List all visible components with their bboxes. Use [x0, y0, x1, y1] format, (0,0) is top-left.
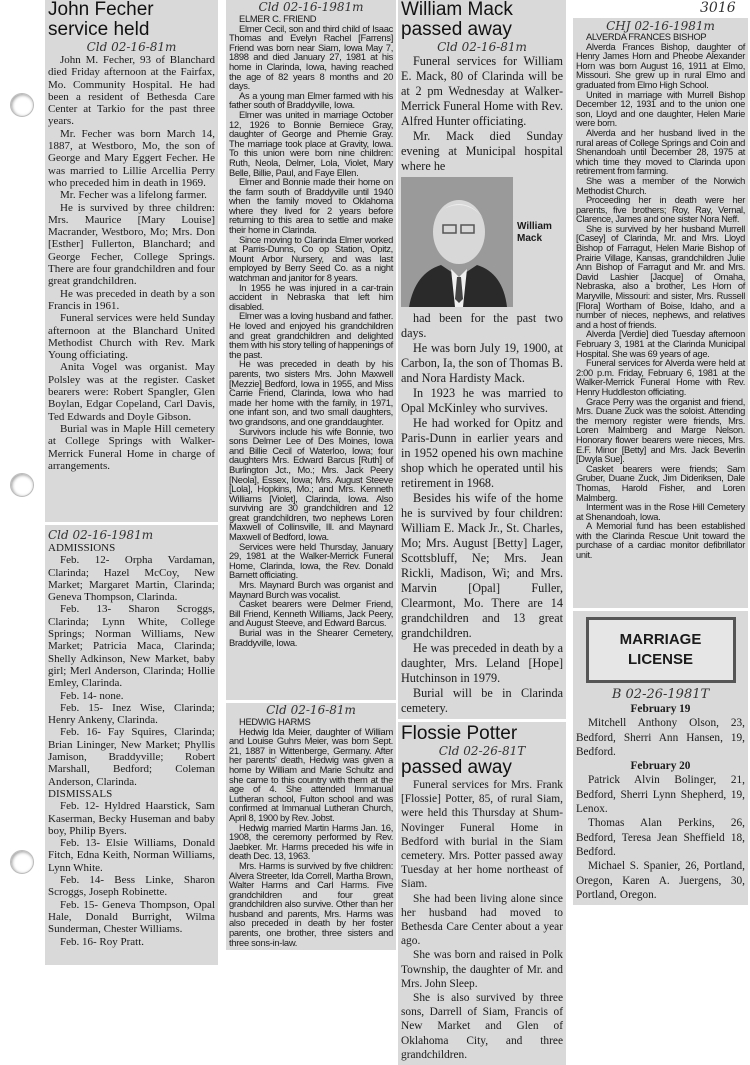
paragraph: She was born and raised in Polk Township, the daughter of Mr. and Mrs. John Sleep.: [401, 949, 563, 990]
handwritten-date: Cld 02-26-81T: [438, 744, 526, 758]
paragraph: Mr. Fecher was born March 14, 1887, at Westboro, Mo, the son of George and Mary Eggert Fecher. He was married to Lillie Arcellia Perry who preceded him in death in 1969.: [48, 127, 215, 189]
paragraph: Elmer was a loving husband and father. He loved and enjoyed his grandchildren and great grandchildren and delighted them with his story telling of happenings of the past.: [229, 310, 393, 360]
paragraph: Casket bearers were Delmer Friend, Bill Friend, Kenneth Williams, Jack Peery, and August Steeve, and Edward Barcus.: [229, 598, 393, 629]
handwritten-date: Cld 02-16-81m: [437, 40, 527, 54]
paragraph: Alverda [Verdie] died Tuesday afternoon February 3, 1981 at the Clarinda Municipal Hospital. She was 69 years of age.: [576, 329, 745, 359]
paragraph: He had worked for Opitz and Paris-Dunn in earlier years and in 1952 opened his own machine shop which he operated until his retirement in 1968.: [401, 416, 563, 490]
headline: passed away: [401, 757, 512, 778]
handwritten-date: Cld 02-16-1981m: [258, 0, 364, 14]
paragraph: She was a member of the Norwich Methodist Church.: [576, 175, 745, 196]
marriage-license-banner: [586, 617, 736, 683]
paragraph: Grace Perry was the organist and friend, Mrs. Duane Zuck was the soloist. Attending the memory register were friends, Mrs. Loren Malmberg and Marge Nelson. Honorary flower bearers were nieces, Mrs. E.F. Minor [Betty] and Mrs. Jack Beverlin [Dwyla Sue].: [576, 396, 745, 465]
paragraph: Hedwig Ida Meier, daughter of William and Louise Guhrs Meier, was born Sept. 21, 1887 in Wittenberge, Germany. After her parents' death, Hedwig was given a home by William and Marie Schultz and she came to this country with them at the age of 4. She attended Immanual Lutheran school, Fulton school and was confirmed at Immanual Lutheran Church, April 8, 1900 by Rev. Jobst.: [229, 725, 393, 823]
paragraph: Burial was in Maple Hill cemetery at College Springs with Walker-Merrick Funeral Home in charge of arrangements.: [48, 422, 215, 472]
paragraph: Hedwig married Martin Harms Jan. 16, 1908, the ceremony performed by Rev. Jaebker. Mr. Harms preceded his wife in death Dec. 13, 1963.: [229, 821, 393, 862]
clipping-marriage-license: [573, 611, 748, 905]
article-body: [401, 54, 563, 174]
handwritten-date: Cld 02-16-81m: [86, 40, 177, 54]
paragraph: John M. Fecher, 93 of Blanchard died Friday afternoon at the Fairfax, Mo. Community Hospital. He had been a resident of Bethesda Care Center at Tarkio for the past three years.: [48, 54, 215, 128]
dismissal-entry: Feb. 15- Geneva Thompson, Opal Hale, Donald Burright, Wilma Sunderman, Chester Williams.: [48, 898, 215, 936]
headline: service held: [48, 19, 150, 40]
clipping-alverda-bishop: [573, 18, 748, 608]
paragraph: Mrs. Maynard Burch was organist and Maynard Burch was vocalist.: [229, 579, 393, 600]
paragraph: Burial was in the Shearer Cemetery, Braddyville, Iowa.: [229, 627, 393, 648]
license-date: February 20: [630, 760, 691, 773]
paragraph: Since moving to Clarinda Elmer worked at Parris-Dunns, Co op Station, Opitz, Mount Arbor Nursery, and was last employed by Berry Seed Co. as a night watchman and janitor for 8 years.: [229, 233, 393, 284]
paragraph: Proceeding her in death were her parents, five brothers; Roy, Ray, Vernal, Clarence, James and one sister Nora Neff.: [576, 195, 745, 225]
headline: William Mack: [401, 0, 513, 20]
paragraph: She is survived by her husband Murrell [Casey] of Clarinda, Mr. and Mrs. Lloyd Bishop of Farragut, Helen Marie Bishop of Prairie Village, Kansas, grandchildren Julie Ann Bishop of Farragut and Mr. and Mrs. David Lashier [Jacque] of Omaha, Nebraska, also a brother, Les Horn of Maryville, Missouri: and sister, Mrs. Russell [Flora] Wortham of Boise, Idaho, and a number of nieces, nephews, and relatives and a host of friends.: [576, 223, 745, 330]
clipping-elmer-friend: [226, 0, 396, 700]
handwritten-date: CHJ 02-16-1981m: [606, 19, 715, 33]
clipping-john-fecher: [45, 0, 218, 522]
banner-line: LICENSE: [627, 651, 693, 668]
license-entry: Patrick Alvin Bolinger, 21, Bedford, Sherri Lynn Shepherd, 19, Lenox.: [576, 774, 745, 816]
paragraph: He was preceded in death by his parents, two sisters Mrs. John Maxwell [Mezzie] Bedford, Iowa in 1955, and Miss Carrie Friend, Clarinda, Iowa who had made her home with the family, in 1971, one infant son, and two small daughters, two grandsons, and one granddaughter.: [229, 358, 393, 427]
clipping-william-mack: [398, 0, 566, 719]
handwritten-date: Cld 02-16-1981m: [48, 528, 154, 542]
paragraph: He was preceded in death by a son Francis in 1961.: [48, 287, 215, 312]
section-heading: ADMISSIONS: [48, 542, 116, 554]
paragraph: Interment was in the Rose Hill Cemetery at Shenandoah, Iowa.: [576, 502, 745, 522]
paragraph: Casket bearers were friends; Sam Gruber, Duane Zuck, Jim Dideriksen, Dale Thomas, Harold Fisher, and Loren Malmberg.: [576, 463, 745, 503]
paragraph: Alverda Frances Bishop, daughter of Henry James Horn and Pheobe Alexander Horn was born August 16, 1911 at Elmo, Missouri. She grew up in rural Elmo and graduated from Elmo High School.: [576, 41, 745, 90]
admission-entry: Feb. 15- Inez Wise, Clarinda; Henry Ankeny, Clarinda.: [48, 701, 215, 727]
paragraph: In 1923 he was married to Opal McKinley who survives.: [401, 386, 563, 415]
paragraph: Funeral services for Mrs. Frank [Flossie] Potter, 85, of rural Siam, were held this Thursday at Shum-Novinger Funeral Home in Bedford with burial in the Siam cemetery. Mrs. Potter passed away Tuesday at her home northeast of Siam.: [401, 779, 563, 891]
article-body: [576, 43, 745, 561]
article-body: [48, 54, 215, 472]
paragraph: As a young man Elmer farmed with his father south of Braddyville, Iowa.: [229, 89, 393, 111]
handwritten-date: B 02-26-1981T: [611, 687, 710, 702]
dismissal-entry: Feb. 13- Elsie Williams, Donald Fitch, Edna Keith, Norman Williams, Lynn White.: [48, 837, 215, 874]
paragraph: Survivors include his wife Bonnie, two sons Delmer Lee of Des Moines, Iowa and Billie Cecil of Waterloo, Iowa; four daughters Mrs. Edward Barcus [Ruth] of Burlington Jct., Mo.; Mrs. Jack Peery [Neola], Essex, Iowa; Mrs. August Steeve [Lola], Hopkins, Mo.; and Mrs. Kenneth Williams [Violet], Clarinda, Iowa. Also surviving are 30 grandchildren and 12 great grandchildren, two nephews Loren Maxwell of Collinsville, Ill. and Maynard Maxwell of Bedford, Iowa.: [229, 425, 393, 543]
paragraph: He was born July 19, 1900, at Carbon, Ia, the son of Thomas B. and Nora Hardisty Mack.: [401, 341, 563, 385]
binder-hole: [10, 93, 34, 117]
headline: Flossie Potter: [401, 723, 518, 744]
clipping-flossie-potter: [398, 722, 566, 1065]
license-entry: Michael S. Spanier, 26, Portland, Oregon, Karen A. Juergens, 30, Portland, Oregon.: [576, 860, 745, 901]
paragraph: Mrs. Harms is survived by five children: Alvera Streeter, Ida Correll, Martha Brown, Walter Harms and Carl Harms. Five grandchildren and four great grandchildren also survive. Other than her husband and parents, Mrs. Harms was also preceded in death by her foster parents, one brother, three sisters and three sons-in-law.: [229, 859, 393, 948]
column-2: [226, 0, 396, 950]
obituary-title: ELMER C. FRIEND: [239, 13, 317, 24]
section-heading: DISMISSALS: [48, 787, 113, 800]
paragraph: Funeral services for William E. Mack, 80 of Clarinda will be at 2 pm Wednesday at Walker-Merrick Funeral Home with Rev. Alfred Hunter officiating.: [401, 54, 564, 128]
paragraph: She is also survived by three sons, Darrell of Siam, Francis of New Market and Glen of Oklahoma City, and three grandchildren.: [401, 992, 563, 1061]
headline: John Fecher: [48, 0, 154, 20]
handwritten-date: Cld 02-16-81m: [266, 703, 356, 717]
binder-hole: [10, 850, 34, 874]
paragraph: Alverda and her husband lived in the rural areas of College Springs and Coin and Shenandoah until December 28, 1975 at which time they moved to Clarinda upon retirement from farming.: [576, 127, 745, 177]
article-body: [229, 727, 393, 948]
paragraph: Funeral services for Alverda were held at 2:00 p.m. Friday, February 6, 1981 at the Walker-Merrick Funeral Home with Rev. Henry Huddleston officiating.: [576, 358, 745, 397]
paragraph: Elmer and Bonnie made their home on the farm south of Braddyville until 1940 when the family moved to Oklahoma where they lived for 2 years before returning to this area to settle and make their home in Clarinda.: [229, 176, 393, 236]
clipping-hospital-news: [45, 525, 218, 965]
photo-caption: William Mack: [517, 221, 552, 244]
clipping-hedwig-harms: [226, 703, 396, 950]
article-body: [229, 24, 393, 648]
license-entry: Mitchell Anthony Olson, 23, Bedford, Sherri Ann Hansen, 19, Bedford.: [576, 717, 745, 758]
paragraph: had been for the past two days.: [401, 311, 563, 340]
paragraph: Besides his wife of the home he is survived by four children: William E. Mack Jr., St. Charles, Mo; Mrs. August [Betty] Lager, Scottsbluff, Ne; Mrs. Jean Rickli, Madison, Wi; and Mrs. Marvin [Opal] Fuller, Clearmont, Mo. There are 14 grandchildren and 13 great grandchildren.: [401, 491, 563, 640]
license-entry: Thomas Alan Perkins, 26, Bedford, Teresa Jean Sheffield 18, Bedford.: [576, 817, 745, 858]
paragraph: Mr. Fecher was a lifelong farmer.: [60, 189, 207, 202]
dismissal-entry: Feb. 16- Roy Pratt.: [60, 935, 145, 948]
portrait-photo: [401, 177, 513, 307]
headline: passed away: [401, 19, 512, 40]
paragraph: Elmer Cecil, son and third child of Isaac Thomas and Evelyn Rachel [Farrens] Friend was born near Siam, Iowa May 7, 1898 and died January 27, 1981 at his home in Clarinda, Iowa, having reached the age of 82 years 8 months and 20 days.: [229, 22, 393, 92]
paragraph: Mr. Mack died Sunday evening at Municipal hospital where he: [401, 129, 563, 173]
paragraph: Burial will be in Clarinda cemetery.: [401, 686, 563, 715]
binder-hole: [10, 473, 34, 497]
dismissal-entry: Feb. 14- Bess Linke, Sharon Scroggs, Joseph Robinette.: [48, 874, 215, 899]
column-1: [45, 0, 218, 965]
dismissal-entry: Feb. 12- Hyldred Haarstick, Sam Kaserman, Becky Huseman and baby boy, Philip Byers.: [48, 800, 215, 837]
paragraph: He was preceded in death by a daughter, Mrs. Leland [Hope] Hutchinson in 1979.: [401, 641, 563, 685]
admissions-list: [48, 554, 215, 788]
admission-entry: Feb. 12- Orpha Vardaman, Clarinda; Hazel McCoy, New Market; Margaret Martin, Clarinda; Geneva Thompson, Clarinda.: [48, 554, 215, 604]
license-date: February 19: [630, 703, 691, 715]
article-body: [401, 311, 563, 716]
portrait-icon: [401, 177, 513, 307]
page-number: 3016: [700, 0, 736, 16]
paragraph: Anita Vogel was organist. May Polsley was at the register. Casket bearers were: Robert Spangler, Glen Boylan, Edgar Copeland, Carl Davis, Ted Edwards and Doyle Gibson.: [48, 361, 215, 423]
paragraph: He is survived by three children: Mrs. Maurice [Mary Louise] Macrander, Westboro, Mo; Mrs. Don [Esther] Fullerton, Blanchard; and George Fecher, College Springs. There are four grandchildren and four great grandchildren.: [48, 201, 215, 288]
column-4: [573, 18, 748, 905]
paragraph: She had been living alone since her husband had moved to Bethesda Care Center about a year ago.: [401, 892, 563, 948]
admission-entry: Feb. 16- Fay Squires, Clarinda; Brian Lininger, New Market; Phyllis Jamison, Braddyville; Robert Marshall, Bedford; Coleman Anderson, Clarinda.: [48, 726, 215, 788]
obituary-title: ALVERDA FRANCES BISHOP: [586, 32, 707, 42]
dismissals-list: [48, 800, 215, 948]
banner-line: MARRIAGE: [619, 631, 702, 648]
license-list: [576, 702, 745, 902]
paragraph: United in marriage with Murrell Bishop December 12, 1931 and to the union one son, Lloyd and one daughter, Helen Marie were born.: [576, 89, 745, 129]
paragraph: In 1955 he was injured in a car-train accident in Nebraska that left him disabled.: [229, 281, 393, 312]
paragraph: A Memorial fund has been established with the Clarinda Rescue Unit toward the purchase of a cardiac monitor defibrillator unit.: [576, 521, 745, 561]
column-3: [398, 0, 566, 1065]
admission-entry: Feb. 13- Sharon Scroggs, Clarinda; Lynn White, College Springs; Norman Williams, New Market; Patricia Maca, Clarinda; Shelly Adkinson, New Market, baby girl; Merl Anderson, Clarinda; Hollie Emley, Clarinda.: [48, 603, 215, 690]
obituary-title: HEDWIG HARMS: [239, 716, 311, 727]
paragraph: Services were held Thursday, January 29, 1981 at the Walker-Merrick Funeral Home, Clarinda, Iowa, the Rev. Donald Barnett officiating.: [229, 540, 393, 581]
paragraph: Funeral services were held Sunday afternoon at the Blanchard United Methodist Church with Rev. Mark Young officiating.: [48, 312, 215, 362]
paragraph: Elmer was united in marriage October 12, 1926 to Bonnie Berniece Gray, daughter of George and Phemie Gray. The marriage took place at Gravity, Iowa. To this union were born nine children: Ruth, Neola, Delmer, Lola, Violet, Mary Belle, Billie, Paul, and Faye Ellen.: [229, 108, 393, 178]
admission-entry: Feb. 14- none.: [60, 689, 124, 702]
article-body: [401, 778, 563, 1062]
